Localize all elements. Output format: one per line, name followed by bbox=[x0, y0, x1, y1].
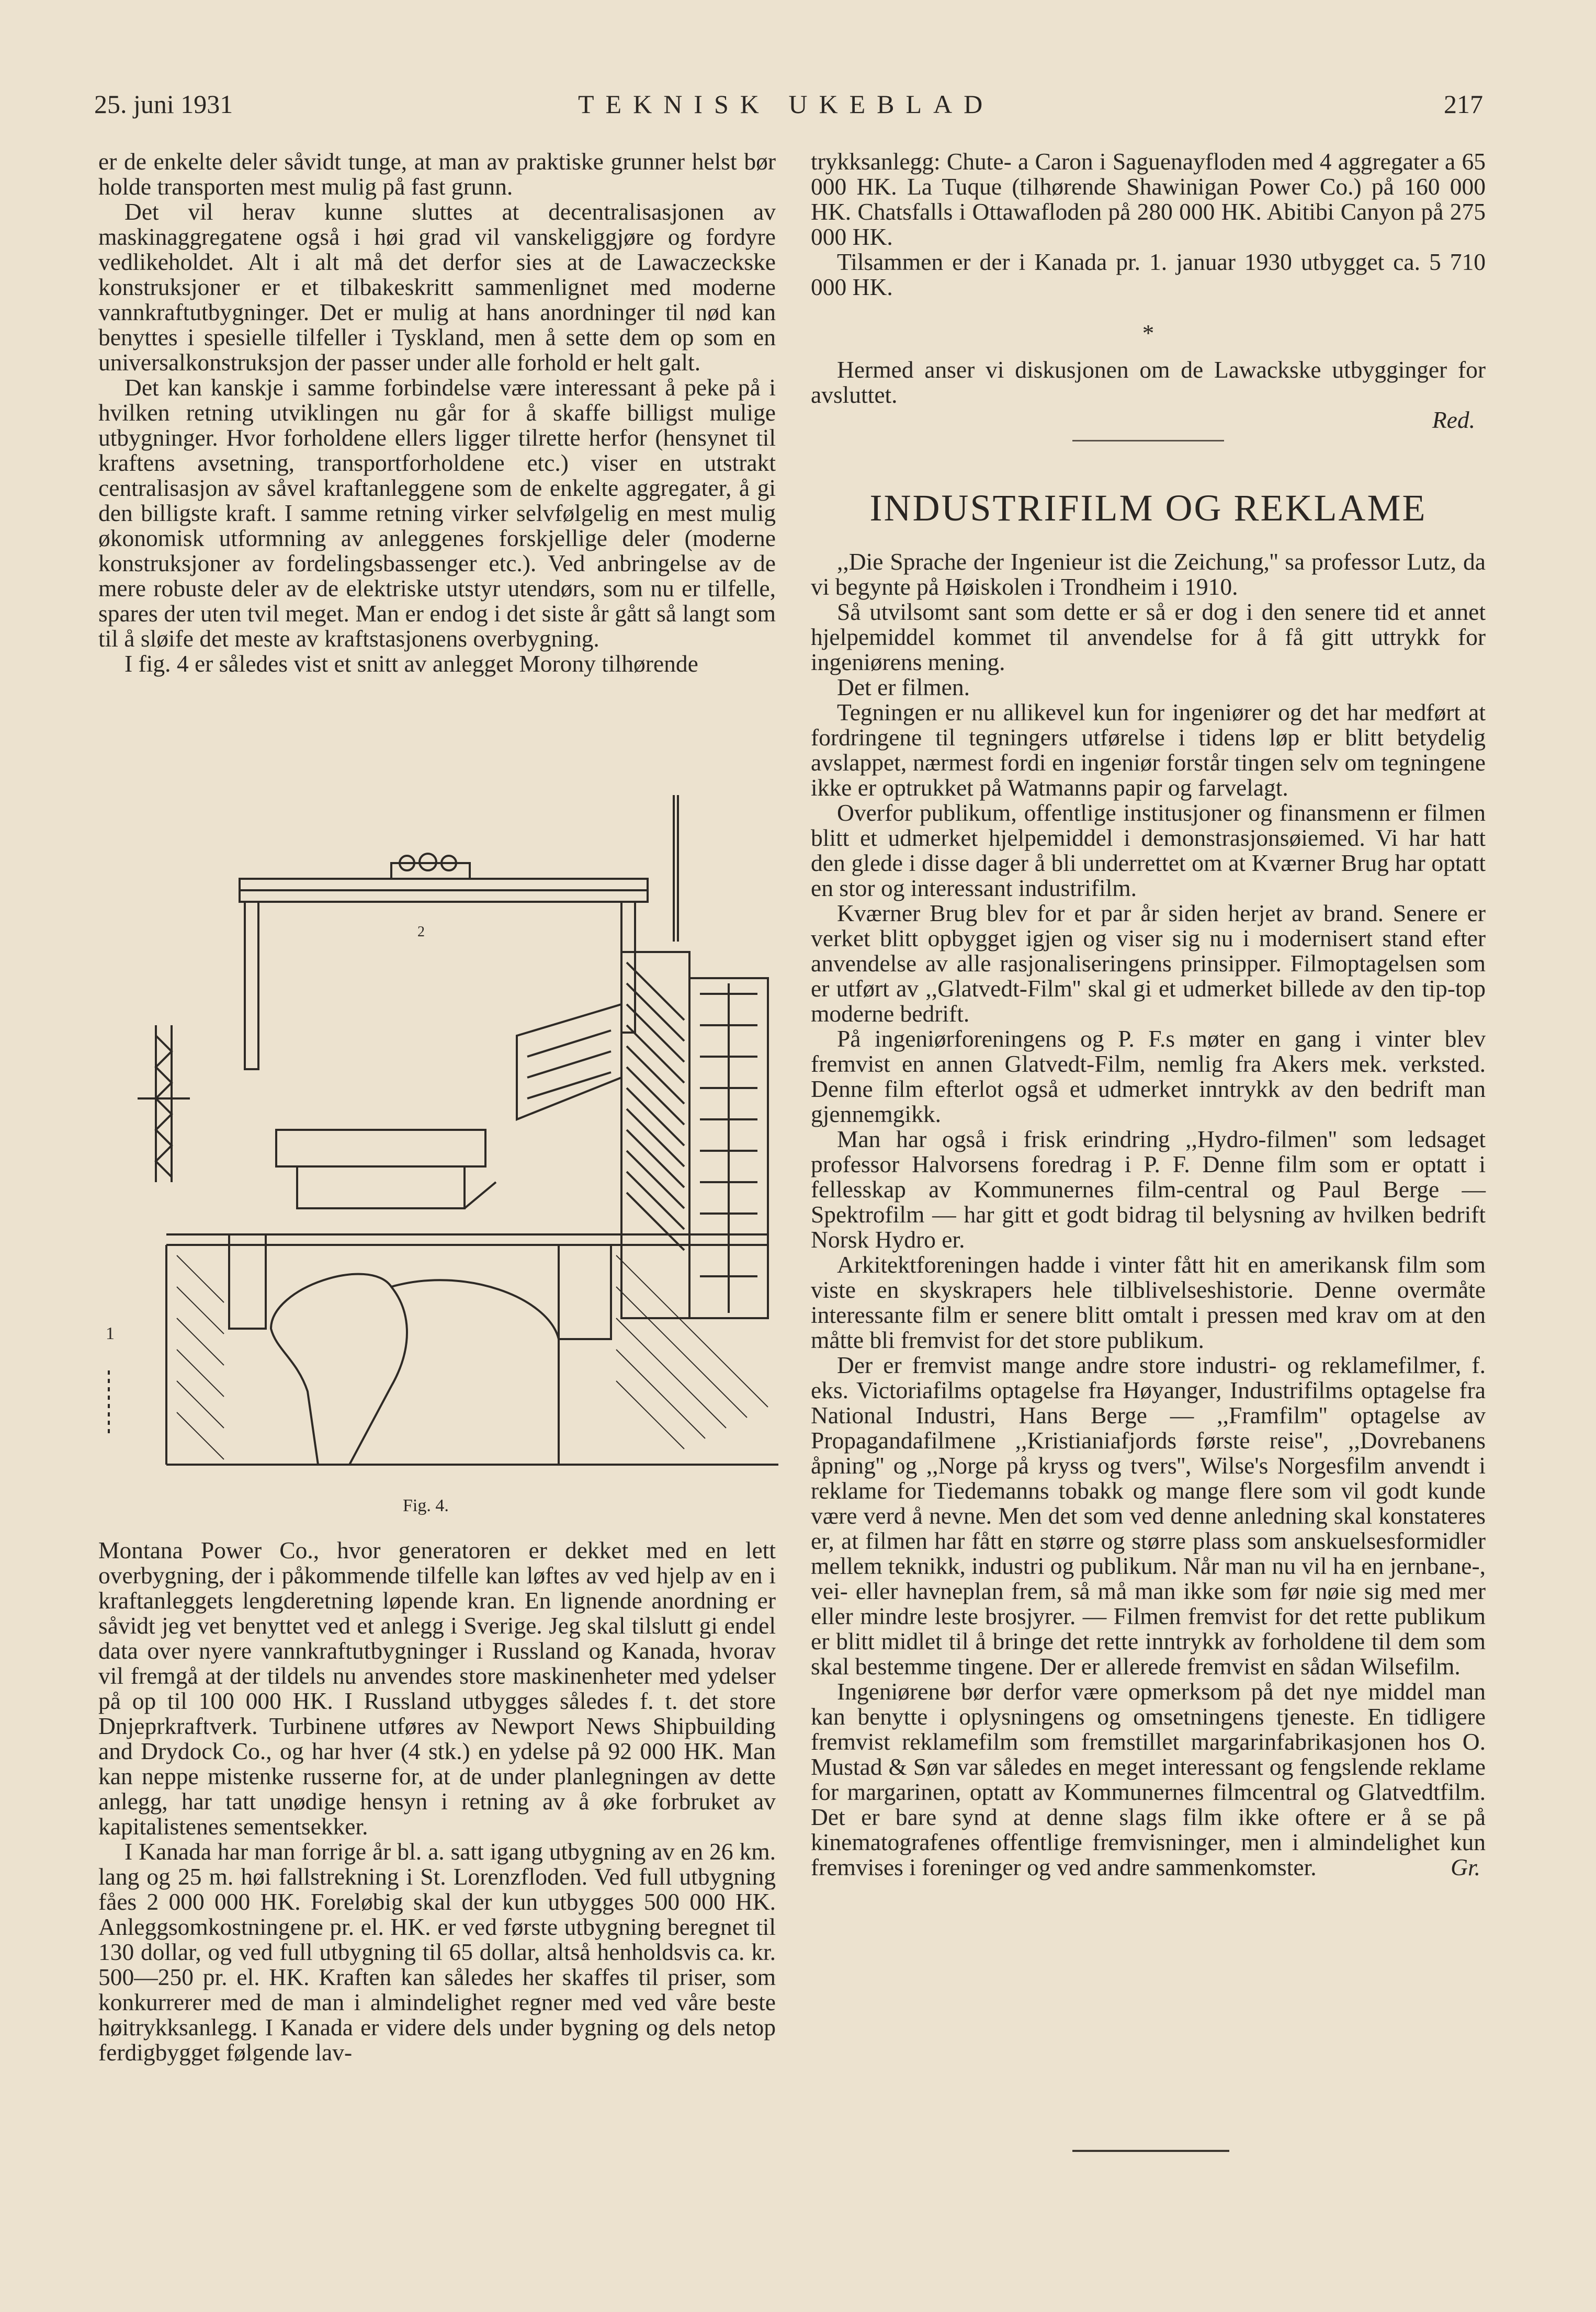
paragraph: er de enkelte deler såvidt tunge, at man av praktiske grunner helst bør holde transporten mest mulig på fast grunn. bbox=[98, 148, 776, 200]
paragraph: Montana Power Co., hvor generatoren er dekket med en lett overbygning, der i påkommende tilfelle kan løftes av ved hjelp av en i kraftanleggets lengderetning løpende kran. En lignende anordning er såvidt jeg vet benyttet ved et anlegg i Sverige. Jeg skal tilslutt gi endel data over nyere vannkraftutbygninger i Russland og Kanada, hvorav vil fremgå at der tildels nu anvendes store maskinenheter med ydelser på op til 100 000 HK. I Russland utbygges således f. t. det store Dnjeprkraftverk. Turbinene utføres av Newport News Shipbuilding and Drydock Co., og har hver (4 stk.) en ydelse på 92 000 HK. Man kan neppe mistenke russerne for, at de under planlegningen av dette anlegg, har tatt unødige hensyn i retning av å øke forbruket av kapitalistenes sementsekker. bbox=[98, 1537, 776, 1840]
paragraph: I fig. 4 er således vist et snitt av anlegget Morony tilhørende bbox=[124, 650, 698, 677]
generator-cover bbox=[276, 1130, 485, 1166]
divider bbox=[1072, 440, 1224, 441]
paragraph: Tilsammen er der i Kanada pr. 1. januar 1930 utbygget ca. 5 710 000 HK. bbox=[811, 248, 1486, 300]
paragraph: Der er fremvist mange andre store industri- og reklamefilmer, f. eks. Victoriafilms optagelse fra Høyanger, Industrifilms optagelse fra National Industri, Hans Berge — ,,Framfilm'' optagelse av Propagandafilmene ,,Kristianiafjords første reise'', ,,Dovrebanens åpning'' og ,,Norge på kryss og tvers'', Wilse's Norgesfilm anvendt i reklame for Tiedemanns tobakk og mange flere som vil godt kunde være verd å nevne. Men det som ved denne anledning skal konstateres er, at filmen har fått en større og større plass som anskuelsesformidler mellem teknikk, industri og publikum. Når man nu vil ha en jernbane-, vei- eller havneplan frem, så må man ikke som før nøie sig med mer eller mindre leste brosjyrer. — Filmen fremvist for det rette publikum er blitt midlet til å bringe det rette inntrykk av forholdene til dem som skal bestemme tingene. Der er allerede fremvist en sådan Wilsefilm. bbox=[811, 1352, 1486, 1680]
right-column-top bbox=[811, 149, 1486, 441]
paragraph: trykksanlegg: Chute- a Caron i Saguenayfloden med 4 aggregater a 65 000 HK. La Tuque (tilhørende Shawinigan Power Co.) på 160 000 HK. Chatsfalls i Ottawafloden på 280 000 HK. Abitibi Canyon på 275 000 HK. bbox=[811, 148, 1486, 250]
figure-4-cross-section bbox=[98, 785, 778, 1506]
end-rule bbox=[1072, 2150, 1229, 2152]
closing-note: Hermed anser vi diskusjonen om de Lawackske utbygginger for avsluttet. bbox=[811, 356, 1486, 408]
paragraph: På ingeniørforeningens og P. F.s møter en gang i vinter blev fremvist en annen Glatvedt-Film, nemlig fra Akers mek. verksted. Denne film efterlot også et udmerket inntrykk av den bedrift man gjennemgikk. bbox=[811, 1025, 1486, 1127]
paragraph: Det kan kanskje i samme forbindelse være interessant å peke på i hvilken retning utviklingen nu går for å skaffe billigst mulige utbygninger. Hvor forholdene ellers ligger tilrette herfor (hensynet til kraftens avsetning, transportforholdene etc.) viser en utstrakt centralisasjon av såvel kraftanleggene som de enkelte aggregater, å gi den billigste kraft. I samme retning virker selvfølgelig en mest mulig økonomisk utformning av anleggenes forskjellige deler (moderne konstruksjoner av fordelingsbassenger etc.). Ved anbringelse av de mere robuste deler av de elektriske utstyr utendørs, som nu er tilfelle, spares der uten tvil meget. Man er endog i det siste år gått så langt som til å sløife det meste av kraftstasjonens overbygning. bbox=[98, 374, 776, 652]
figure-caption: Fig. 4. bbox=[403, 1496, 449, 1515]
paragraph: Arkitektforeningen hadde i vinter fått hit en amerikansk film som viste en skyskrapers hele tilblivelseshistorie. Denne overmåte interessante film er senere blitt omtalt i pressen med krav om at den måtte bli fremvist for det store publikum. bbox=[811, 1251, 1486, 1353]
paragraph bbox=[811, 1679, 1486, 1880]
article-heading: INDUSTRIFILM OG REKLAME bbox=[869, 487, 1427, 529]
page-header bbox=[0, 84, 1596, 120]
paragraph: ,,Die Sprache der Ingenieur ist die Zeichung,'' sa professor Lutz, da vi begynte på Høiskolen i Trondheim i 1910. bbox=[811, 548, 1486, 600]
crane-leg-right bbox=[621, 902, 635, 1033]
paragraph: Tegningen er nu allikevel kun for ingeniører og det har medført at fordringene til tegningers utførelse i tidens løp er blitt betydelig avslappet, nærmest fordi en ingeniør forstår tingen selv om tegningene ikke er optrukket på Watmanns papir og farvelagt. bbox=[811, 699, 1486, 801]
power-station-drawing bbox=[98, 785, 778, 1506]
paragraph: Så utvilsomt sant som dette er så er dog i den senere tid et annet hjelpemiddel kommet til anvendelse for å få gitt uttrykk for ingeniørens mening. bbox=[811, 598, 1486, 675]
paragraph-text: Ingeniørene bør derfor være opmerksom på det nye middel man kan benytte i oplysningens og omsetningens tjeneste. En tidligere fremvist reklamefilm som fremstillet margarinfabrikasjonen hos O. Mustad & Søn var således en meget interessant og fengslende reklame for margarinen, optatt av Kommunernes filmcentral og Glatvedtfilm. Det er bare synd at denne slags film ikke oftere er å se på kinematografenes offentlige fremvisninger, men i almindelighet kun fremvises i foreninger og ved andre sammenkomster. bbox=[811, 1678, 1486, 1880]
paragraph: Kværner Brug blev for et par år siden herjet av brand. Senere er verket blitt opbygget igjen og viser sig nu i modernisert stand efter anvendelse av alle rasjonaliseringens prinsipper. Filmoptagelsen som er utført av ,,Glatvedt-Film'' skal gi et udmerket billede av den tip-top moderne bedrift. bbox=[811, 900, 1486, 1027]
journal-title: TEKNISK UKEBLAD bbox=[578, 89, 994, 119]
page-number: 217 bbox=[1444, 89, 1483, 119]
paragraph: Overfor publikum, offentlige institusjoner og finansmenn er filmen blitt et udmerket hjelpemiddel i demonstrasjonsøiemed. Vi har hatt den glede i disse dager å bli underrettet om at Kværner Brug har optatt en stor og interessant industrifilm. bbox=[811, 799, 1486, 901]
left-column-top bbox=[98, 149, 776, 676]
paragraph: Det er filmen. bbox=[837, 674, 970, 700]
paragraph: Man har også i frisk erindring ,,Hydro-filmen'' som ledsaget professor Halvorsens foredrag i P. F. Denne film som er optatt i fellesskap av Kommunernes film-central og Paul Berge — Spektrofilm — har gitt et godt bidrag til belysning av hvilken bedrift Norsk Hydro er. bbox=[811, 1126, 1486, 1253]
article-body bbox=[811, 549, 1486, 1880]
paragraph: I Kanada har man forrige år bl. a. satt igang utbygning av en 26 km. lang og 25 m. høi fallstrekning i St. Lorenzfloden. Ved full utbygning fåes 2 000 000 HK. Foreløbig skal der kun utbygges 500 000 HK. Anleggsomkostningene pr. el. HK. er ved første utbygning beregnet til 130 dollar, og ved full utbygning til 65 dollar, altså henholdsvis ca. kr. 500—250 pr. el. HK. Kraften kan således her skaffes til priser, som konkurrerer med de man i almindelighet regner med ved våre beste høitrykksanlegg. I Kanada er videre dels under bygning og dels netop ferdigbygget følgende lav- bbox=[98, 1838, 776, 2066]
figure-label-2: 2 bbox=[417, 924, 425, 940]
left-column-bottom bbox=[98, 1538, 776, 2065]
crane-leg-left bbox=[245, 902, 258, 1069]
section-separator: * bbox=[1142, 320, 1154, 346]
turbine-spiral bbox=[271, 1274, 407, 1465]
issue-date: 25. juni 1931 bbox=[94, 89, 233, 119]
editor-signature: Red. bbox=[1432, 406, 1475, 433]
article-signature: Gr. bbox=[1451, 1854, 1480, 1880]
figure-label-1: 1 bbox=[106, 1324, 115, 1343]
paragraph: Det vil herav kunne sluttes at decentralisasjonen av maskinaggregatene også i høi grad vil vanskeliggjøre og fordyre vedlikeholdet. Alt i alt må det derfor sies at de Lawaczeckske konstruksjoner er et tilbakeskritt sammenlignet med moderne vannkraftutbygninger. Det er mulig at hans anordninger til nød kan benyttes i spesielle tilfeller i Tyskland, men å sette dem op som en universalkonstruksjon der passer under alle forhold er helt galt. bbox=[98, 198, 776, 376]
